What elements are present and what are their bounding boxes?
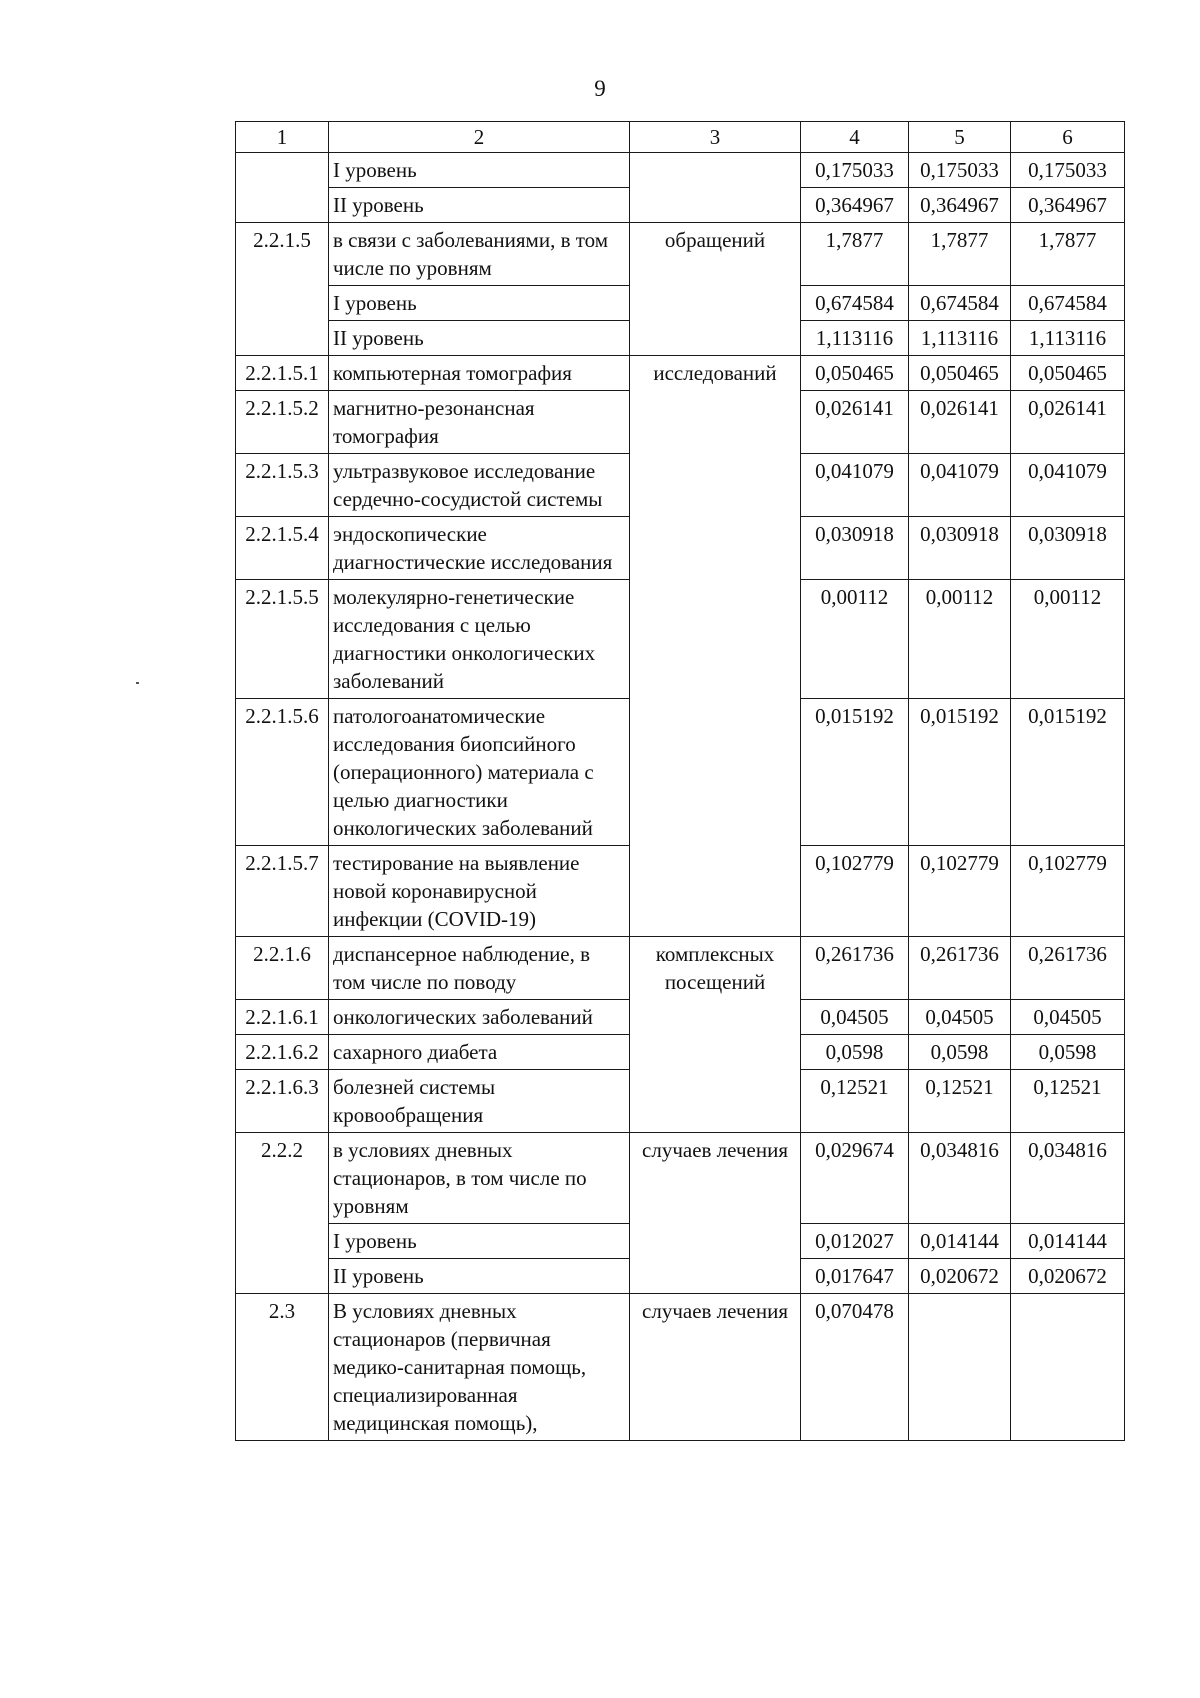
row-value-5: 0,034816: [909, 1133, 1011, 1224]
row-code: 2.2.1.5.6: [236, 699, 329, 846]
row-value-4: 0,012027: [801, 1224, 909, 1259]
row-value-5: 0,050465: [909, 356, 1011, 391]
row-value-4: 0,364967: [801, 188, 909, 223]
row-value-6: 0,674584: [1011, 286, 1125, 321]
row-value-6: 0,050465: [1011, 356, 1125, 391]
row-value-5: 0,026141: [909, 391, 1011, 454]
row-value-5: 0,030918: [909, 517, 1011, 580]
header-col-1: 1: [236, 122, 329, 153]
row-name: II уровень: [329, 321, 630, 356]
row-code: 2.2.1.5.4: [236, 517, 329, 580]
row-value-4: 0,029674: [801, 1133, 909, 1224]
row-value-4: 0,261736: [801, 937, 909, 1000]
row-unit: случаев лечения: [630, 1133, 801, 1294]
row-value-6: 0,364967: [1011, 188, 1125, 223]
row-value-6: 1,7877: [1011, 223, 1125, 286]
row-value-4: 0,0598: [801, 1035, 909, 1070]
row-value-6: 0,00112: [1011, 580, 1125, 699]
row-code: 2.2.1.6.2: [236, 1035, 329, 1070]
row-name: в связи с заболеваниями, в том числе по уровням: [329, 223, 630, 286]
table-row: [236, 1133, 1125, 1224]
header-col-2: 2: [329, 122, 630, 153]
row-code: [236, 153, 329, 223]
table-row: [236, 937, 1125, 1000]
row-value-4: 0,030918: [801, 517, 909, 580]
row-value-6: 0,034816: [1011, 1133, 1125, 1224]
row-value-4: 0,050465: [801, 356, 909, 391]
row-name: молекулярно-генетические исследования с целью диагностики онкологических заболеваний: [329, 580, 630, 699]
row-name: тестирование на выявление новой коронавирусной инфекции (COVID-19): [329, 846, 630, 937]
row-unit: комплексных посещений: [630, 937, 801, 1133]
row-value-6: 0,04505: [1011, 1000, 1125, 1035]
row-value-5: 0,674584: [909, 286, 1011, 321]
header-col-4: 4: [801, 122, 909, 153]
row-value-4: 0,12521: [801, 1070, 909, 1133]
row-value-6: 0,261736: [1011, 937, 1125, 1000]
row-value-6: [1011, 1294, 1125, 1441]
row-value-5: 0,00112: [909, 580, 1011, 699]
row-unit: [630, 153, 801, 223]
row-value-6: 0,175033: [1011, 153, 1125, 188]
row-name: В условиях дневных стационаров (первичная медико-санитарная помощь, специализированная медицинская помощь),: [329, 1294, 630, 1441]
header-col-6: 6: [1011, 122, 1125, 153]
row-value-6: 1,113116: [1011, 321, 1125, 356]
row-value-6: 0,0598: [1011, 1035, 1125, 1070]
row-value-6: 0,020672: [1011, 1259, 1125, 1294]
row-code: 2.2.2: [236, 1133, 329, 1294]
row-name: I уровень: [329, 153, 630, 188]
row-name: компьютерная томография: [329, 356, 630, 391]
row-value-5: [909, 1294, 1011, 1441]
table-row: [236, 223, 1125, 286]
row-value-4: 0,175033: [801, 153, 909, 188]
row-value-6: 0,014144: [1011, 1224, 1125, 1259]
row-value-5: 0,364967: [909, 188, 1011, 223]
row-code: 2.2.1.6: [236, 937, 329, 1000]
row-name: магнитно-резонансная томография: [329, 391, 630, 454]
row-code: 2.3: [236, 1294, 329, 1441]
row-value-4: 0,070478: [801, 1294, 909, 1441]
row-value-4: 0,017647: [801, 1259, 909, 1294]
row-name: эндоскопические диагностические исследования: [329, 517, 630, 580]
row-value-6: 0,041079: [1011, 454, 1125, 517]
row-value-6: 0,102779: [1011, 846, 1125, 937]
row-value-4: 0,674584: [801, 286, 909, 321]
row-name: болезней системы кровообращения: [329, 1070, 630, 1133]
row-code: 2.2.1.5.1: [236, 356, 329, 391]
header-col-5: 5: [909, 122, 1011, 153]
row-name: сахарного диабета: [329, 1035, 630, 1070]
row-value-5: 0,175033: [909, 153, 1011, 188]
row-value-4: 0,026141: [801, 391, 909, 454]
row-value-5: 0,020672: [909, 1259, 1011, 1294]
row-value-4: 0,04505: [801, 1000, 909, 1035]
row-value-5: 0,261736: [909, 937, 1011, 1000]
row-unit: случаев лечения: [630, 1294, 801, 1441]
row-value-4: 0,015192: [801, 699, 909, 846]
header-col-3: 3: [630, 122, 801, 153]
page-number: 9: [594, 76, 606, 101]
row-name: диспансерное наблюдение, в том числе по поводу: [329, 937, 630, 1000]
scan-speck: [136, 682, 139, 684]
row-code: 2.2.1.5.7: [236, 846, 329, 937]
row-value-6: 0,015192: [1011, 699, 1125, 846]
row-name: I уровень: [329, 1224, 630, 1259]
row-code: 2.2.1.5: [236, 223, 329, 356]
row-value-6: 0,030918: [1011, 517, 1125, 580]
table-row: [236, 1294, 1125, 1441]
table-row: [236, 356, 1125, 391]
row-value-5: 1,113116: [909, 321, 1011, 356]
row-value-5: 0,014144: [909, 1224, 1011, 1259]
row-name: ультразвуковое исследование сердечно-сосудистой системы: [329, 454, 630, 517]
row-value-5: 0,015192: [909, 699, 1011, 846]
row-value-4: 1,113116: [801, 321, 909, 356]
row-code: 2.2.1.5.3: [236, 454, 329, 517]
row-value-6: 0,026141: [1011, 391, 1125, 454]
row-value-4: 0,102779: [801, 846, 909, 937]
row-value-5: 0,041079: [909, 454, 1011, 517]
row-code: 2.2.1.6.3: [236, 1070, 329, 1133]
table-header-row: [236, 122, 1125, 153]
indicators-table: [235, 121, 1125, 1441]
table-row: [236, 153, 1125, 188]
row-value-5: 0,0598: [909, 1035, 1011, 1070]
row-name: онкологических заболеваний: [329, 1000, 630, 1035]
row-value-4: 0,041079: [801, 454, 909, 517]
row-value-4: 1,7877: [801, 223, 909, 286]
row-value-6: 0,12521: [1011, 1070, 1125, 1133]
row-name: патологоанатомические исследования биопсийного (операционного) материала с целью диагностики онкологических заболеваний: [329, 699, 630, 846]
row-value-5: 0,12521: [909, 1070, 1011, 1133]
row-name: II уровень: [329, 1259, 630, 1294]
row-code: 2.2.1.5.5: [236, 580, 329, 699]
row-code: 2.2.1.6.1: [236, 1000, 329, 1035]
row-name: в условиях дневных стационаров, в том числе по уровням: [329, 1133, 630, 1224]
row-name: I уровень: [329, 286, 630, 321]
row-value-5: 1,7877: [909, 223, 1011, 286]
row-code: 2.2.1.5.2: [236, 391, 329, 454]
row-unit: обращений: [630, 223, 801, 356]
row-name: II уровень: [329, 188, 630, 223]
row-value-5: 0,04505: [909, 1000, 1011, 1035]
row-value-4: 0,00112: [801, 580, 909, 699]
row-value-5: 0,102779: [909, 846, 1011, 937]
row-unit: исследований: [630, 356, 801, 937]
